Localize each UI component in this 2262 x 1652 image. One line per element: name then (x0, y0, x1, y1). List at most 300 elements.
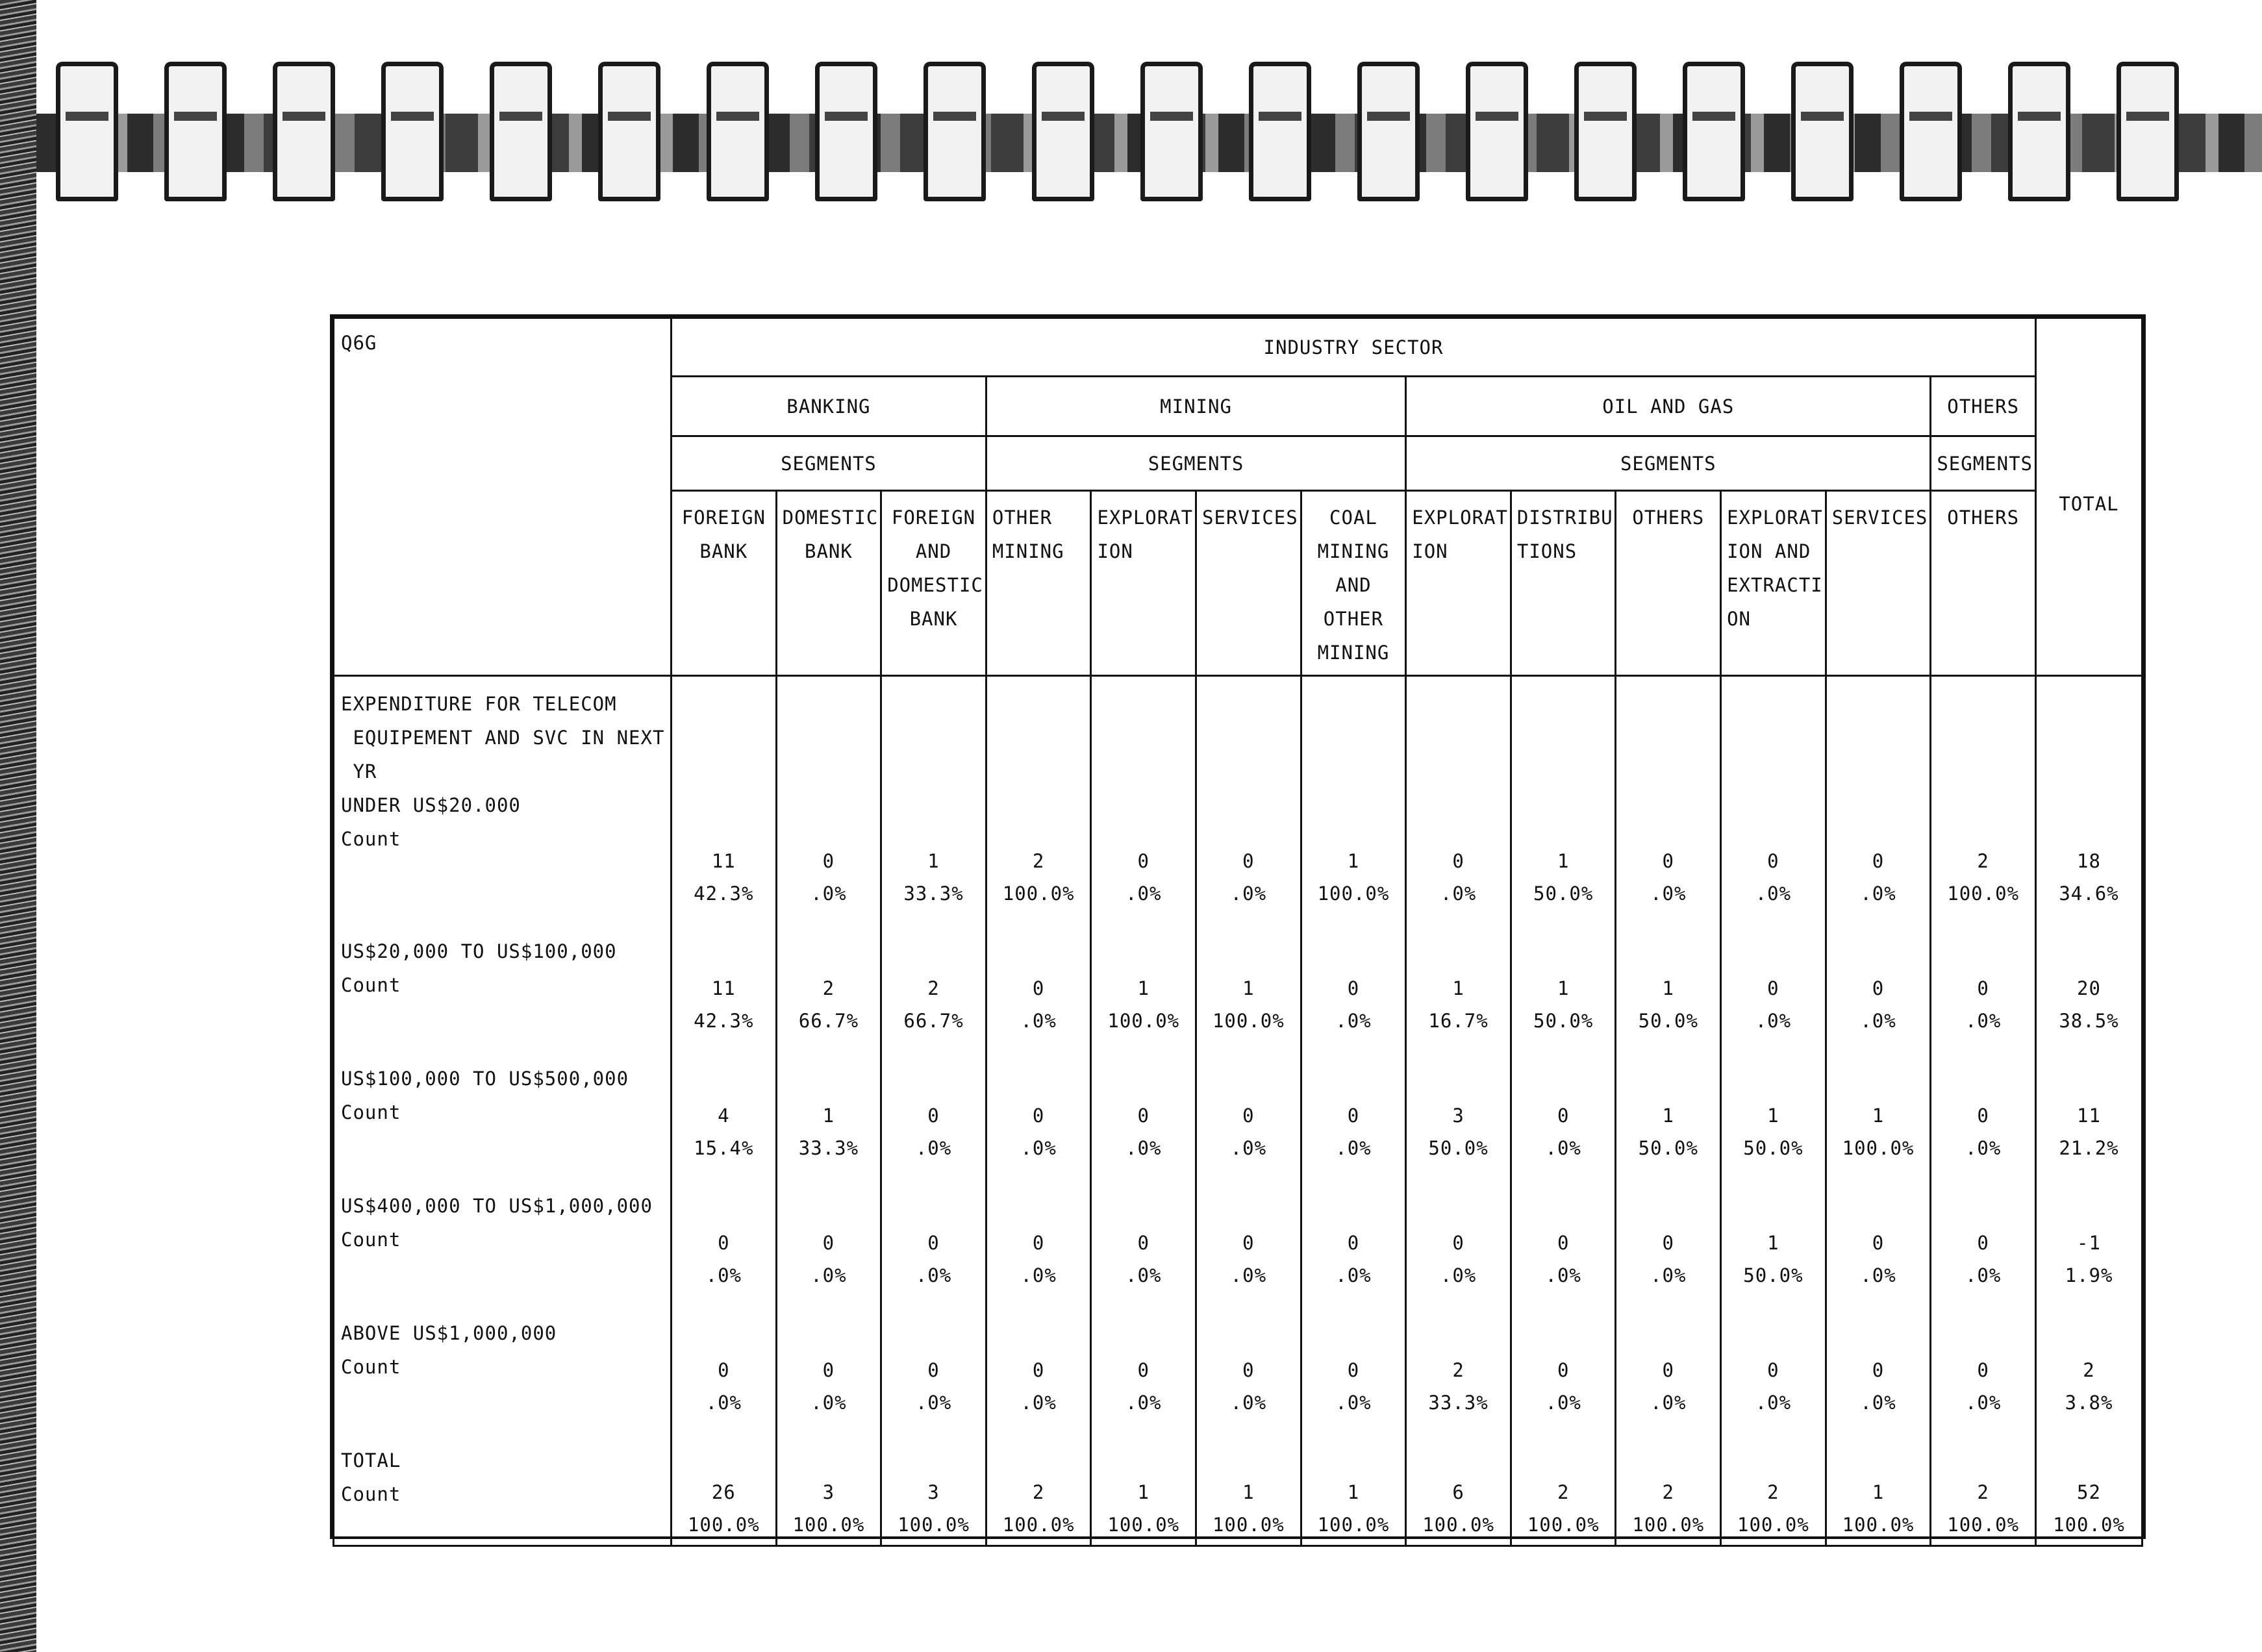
value-cell (672, 1432, 777, 1546)
row-label-line: US$400,000 TO US$1,000,000 (341, 1194, 653, 1217)
column-header-line: DOMESTIC (782, 507, 879, 529)
percent-value: .0% (1230, 882, 1267, 905)
binding-ring (815, 62, 877, 201)
crosstab-table-frame (330, 314, 2146, 1539)
percent-value: 15.4% (694, 1136, 754, 1159)
count-value: 2 (1032, 1481, 1045, 1503)
value-cell (1196, 1050, 1301, 1177)
percent-value: .0% (1755, 1009, 1792, 1032)
column-header-line: ION (1412, 540, 1448, 562)
percent-value: .0% (1230, 1264, 1267, 1286)
row-label-cell (334, 923, 672, 1050)
binding-ring (1140, 62, 1203, 201)
segments-header: SEGMENTS (1931, 436, 2036, 491)
value-cell (1091, 923, 1196, 1050)
value-cell (672, 1050, 777, 1177)
percent-value: 100.0% (1002, 882, 1075, 905)
percent-value: .0% (1230, 1391, 1267, 1414)
percent-value: 100.0% (1317, 882, 1390, 905)
value-cell (1406, 1050, 1511, 1177)
value-cell (672, 676, 777, 923)
value-cell (986, 1432, 1091, 1546)
value-cell (672, 923, 777, 1050)
percent-value: 100.0% (1212, 1514, 1285, 1536)
value-cell (1196, 1177, 1301, 1305)
value-cell (986, 1050, 1091, 1177)
percent-value: 50.0% (1533, 1009, 1594, 1032)
percent-value: 1.9% (2065, 1264, 2113, 1286)
count-value: 0 (1137, 1104, 1150, 1127)
value-cell (881, 1305, 986, 1432)
binding-ring (1574, 62, 1637, 201)
value-cell (1406, 923, 1511, 1050)
percent-value: 100.0% (1422, 1514, 1494, 1536)
count-value: 1 (1557, 849, 1570, 872)
percent-value: .0% (1020, 1391, 1057, 1414)
column-header-line: OTHER (992, 507, 1053, 529)
binding-ring (381, 62, 444, 201)
count-value: 4 (718, 1104, 730, 1127)
percent-value: .0% (915, 1264, 952, 1286)
value-cell (1511, 1432, 1616, 1546)
row-label-line: Count (341, 828, 401, 850)
percent-value: .0% (1020, 1009, 1057, 1032)
count-value: 1 (1662, 1104, 1675, 1127)
column-header-line: ON (1727, 608, 1752, 630)
column-header-line: BANK (804, 540, 853, 562)
percent-value: .0% (1125, 882, 1162, 905)
binding-ring (1032, 62, 1094, 201)
value-cell (1721, 676, 1826, 923)
count-value: 2 (1662, 1481, 1675, 1503)
percent-value: .0% (915, 1136, 952, 1159)
column-header (881, 491, 986, 676)
percent-value: 66.7% (798, 1009, 859, 1032)
count-value: 0 (1032, 1358, 1045, 1381)
percent-value: .0% (1965, 1391, 2002, 1414)
count-value: 1 (1452, 977, 1464, 999)
value-cell (672, 1177, 777, 1305)
total-value-cell (2036, 923, 2143, 1050)
percent-value: .0% (1125, 1264, 1162, 1286)
binding-ring (598, 62, 660, 201)
count-value: 0 (927, 1104, 940, 1127)
column-header-line: EXTRACTI (1727, 574, 1823, 596)
total-value-cell (2036, 1432, 2143, 1546)
count-value: 2 (1032, 849, 1045, 872)
total-value-cell (2036, 676, 2143, 923)
percent-value: .0% (1860, 1264, 1896, 1286)
value-cell (1406, 1305, 1511, 1432)
percent-value: 33.3% (1428, 1391, 1489, 1414)
value-cell (881, 923, 986, 1050)
value-cell (1091, 676, 1196, 923)
binding-ring (1900, 62, 1962, 201)
count-value: 0 (1137, 1358, 1150, 1381)
percent-value: .0% (1125, 1391, 1162, 1414)
column-header (1826, 491, 1931, 676)
percent-value: .0% (1860, 1391, 1896, 1414)
count-value: 0 (1662, 1358, 1675, 1381)
count-value: 0 (1872, 977, 1885, 999)
percent-value: .0% (811, 882, 847, 905)
column-header-line: AND (1335, 574, 1372, 596)
value-cell (1931, 1177, 2036, 1305)
row-label-line: EXPENDITURE FOR TELECOM (341, 693, 617, 715)
value-cell (776, 1177, 881, 1305)
value-cell (1301, 923, 1406, 1050)
value-cell (881, 676, 986, 923)
percent-value: .0% (1230, 1136, 1267, 1159)
count-value: 1 (927, 849, 940, 872)
percent-value: 66.7% (903, 1009, 964, 1032)
column-header-line: COAL (1329, 507, 1377, 529)
value-cell (776, 1432, 881, 1546)
data-row (334, 1177, 2143, 1305)
value-cell (1826, 923, 1931, 1050)
data-row (334, 923, 2143, 1050)
percent-value: .0% (1860, 1009, 1896, 1032)
percent-value: .0% (1965, 1264, 2002, 1286)
total-value-cell (2036, 1050, 2143, 1177)
binding-ring (490, 62, 552, 201)
count-value: 0 (1872, 1358, 1885, 1381)
data-row (334, 1432, 2143, 1546)
count-value: 0 (822, 1358, 835, 1381)
value-cell (1721, 1050, 1826, 1177)
corner-cell (334, 318, 672, 676)
column-header-line: BANK (699, 540, 748, 562)
value-cell (1721, 1432, 1826, 1546)
row-label-line: UNDER US$20.000 (341, 794, 521, 816)
value-cell (1616, 923, 1721, 1050)
column-header-line: AND (915, 540, 952, 562)
count-value: 0 (927, 1231, 940, 1254)
row-label-line: US$100,000 TO US$500,000 (341, 1067, 629, 1090)
count-value: 0 (1557, 1358, 1570, 1381)
value-cell (1196, 1432, 1301, 1546)
count-value: 1 (1872, 1104, 1885, 1127)
count-value: -1 (2077, 1231, 2101, 1254)
count-value: 20 (2077, 977, 2101, 999)
binding-ring (164, 62, 227, 201)
count-value: 52 (2077, 1481, 2101, 1503)
total-value-cell (2036, 1305, 2143, 1432)
value-cell (1931, 1050, 2036, 1177)
count-value: 0 (1557, 1104, 1570, 1127)
percent-value: .0% (1965, 1136, 2002, 1159)
count-value: 1 (1767, 1231, 1779, 1254)
column-header-line: OTHERS (1947, 507, 2020, 529)
value-cell (1406, 1432, 1511, 1546)
count-value: 0 (1872, 849, 1885, 872)
count-value: 0 (1557, 1231, 1570, 1254)
count-value: 0 (1662, 849, 1675, 872)
value-cell (1931, 676, 2036, 923)
value-cell (1091, 1432, 1196, 1546)
value-cell (1721, 1177, 1826, 1305)
column-header (1196, 491, 1301, 676)
value-cell (1931, 1432, 2036, 1546)
percent-value: .0% (1965, 1009, 2002, 1032)
count-value: 11 (711, 977, 736, 999)
value-cell (1826, 1432, 1931, 1546)
column-header-line: EXPLORAT (1727, 507, 1823, 529)
value-cell (776, 1305, 881, 1432)
value-cell (1196, 1305, 1301, 1432)
column-header (776, 491, 881, 676)
count-value: 0 (1032, 1231, 1045, 1254)
value-cell (881, 1050, 986, 1177)
value-cell (1196, 923, 1301, 1050)
count-value: 1 (1242, 1481, 1255, 1503)
count-value: 0 (1347, 1104, 1360, 1127)
count-value: 6 (1452, 1481, 1464, 1503)
count-value: 0 (1662, 1231, 1675, 1254)
count-value: 0 (1452, 849, 1464, 872)
data-row (334, 676, 2143, 923)
value-cell (1616, 1177, 1721, 1305)
column-header (1931, 491, 2036, 676)
column-header-line: DISTRIBU (1516, 507, 1613, 529)
percent-value: 100.0% (1212, 1009, 1285, 1032)
count-value: 2 (1977, 1481, 1989, 1503)
value-cell (881, 1177, 986, 1305)
segments-header: SEGMENTS (1406, 436, 1931, 491)
binding-ring (273, 62, 335, 201)
row-label-line: US$20,000 TO US$100,000 (341, 940, 617, 962)
count-value: 2 (1452, 1358, 1464, 1381)
binding-ring (2117, 62, 2179, 201)
total-header: TOTAL (2036, 318, 2143, 676)
value-cell (1406, 676, 1511, 923)
count-value: 3 (927, 1481, 940, 1503)
count-value: 1 (822, 1104, 835, 1127)
industry-sector-header: INDUSTRY SECTOR (672, 318, 2036, 377)
percent-value: 100.0% (1842, 1514, 1915, 1536)
column-header-line: EXPLORAT (1097, 507, 1194, 529)
count-value: 0 (1767, 849, 1779, 872)
column-header-line: EXPLORAT (1412, 507, 1508, 529)
count-value: 1 (1872, 1481, 1885, 1503)
count-value: 0 (1137, 849, 1150, 872)
percent-value: 100.0% (1947, 1514, 2020, 1536)
count-value: 0 (1242, 849, 1255, 872)
value-cell (986, 1305, 1091, 1432)
row-label-cell (334, 1305, 672, 1432)
count-value: 1 (1662, 977, 1675, 999)
percent-value: 100.0% (1002, 1514, 1075, 1536)
percent-value: 100.0% (792, 1514, 865, 1536)
total-value-cell (2036, 1177, 2143, 1305)
column-header-line: TIONS (1516, 540, 1577, 562)
group-header: BANKING (672, 377, 986, 436)
count-value: 1 (1137, 977, 1150, 999)
count-value: 0 (1767, 1358, 1779, 1381)
page-left-edge (0, 0, 36, 1652)
value-cell (1091, 1177, 1196, 1305)
table-id-label: Q6G (341, 332, 377, 354)
value-cell (1091, 1050, 1196, 1177)
percent-value: 100.0% (1527, 1514, 1600, 1536)
value-cell (1301, 1050, 1406, 1177)
value-cell (1826, 1305, 1931, 1432)
count-value: 0 (1242, 1104, 1255, 1127)
segments-header: SEGMENTS (672, 436, 986, 491)
count-value: 1 (1137, 1481, 1150, 1503)
value-cell (1931, 923, 2036, 1050)
value-cell (1826, 1177, 1931, 1305)
percent-value: 42.3% (694, 882, 754, 905)
value-cell (1301, 676, 1406, 923)
percent-value: .0% (1755, 1391, 1792, 1414)
count-value: 1 (1767, 1104, 1779, 1127)
column-header-line: FOREIGN (891, 507, 976, 529)
value-cell (1301, 1432, 1406, 1546)
group-header: OIL AND GAS (1406, 377, 1931, 436)
value-cell (986, 1177, 1091, 1305)
count-value: 1 (1557, 977, 1570, 999)
column-header (1511, 491, 1616, 676)
value-cell (776, 923, 881, 1050)
percent-value: 50.0% (1638, 1009, 1698, 1032)
percent-value: .0% (1335, 1264, 1372, 1286)
row-label-line: ABOVE US$1,000,000 (341, 1321, 557, 1344)
row-label-line: Count (341, 1483, 401, 1505)
binding-ring (1466, 62, 1528, 201)
data-row (334, 1305, 2143, 1432)
row-label-cell (334, 676, 672, 923)
count-value: 0 (1242, 1358, 1255, 1381)
value-cell (1616, 676, 1721, 923)
count-value: 0 (1872, 1231, 1885, 1254)
count-value: 0 (1767, 977, 1779, 999)
percent-value: 100.0% (1737, 1514, 1809, 1536)
percent-value: .0% (1125, 1136, 1162, 1159)
count-value: 0 (718, 1358, 730, 1381)
percent-value: .0% (1020, 1136, 1057, 1159)
percent-value: .0% (1860, 882, 1896, 905)
count-value: 18 (2077, 849, 2101, 872)
count-value: 2 (1977, 849, 1989, 872)
percent-value: .0% (1335, 1009, 1372, 1032)
percent-value: .0% (1545, 1391, 1581, 1414)
count-value: 0 (1137, 1231, 1150, 1254)
percent-value: 50.0% (1743, 1264, 1803, 1286)
group-header: MINING (986, 377, 1405, 436)
row-label-line: TOTAL (341, 1449, 401, 1471)
percent-value: 3.8% (2065, 1391, 2113, 1414)
value-cell (1511, 1177, 1616, 1305)
row-label-line: EQUIPEMENT AND SVC IN NEXT (341, 727, 665, 749)
percent-value: .0% (1545, 1264, 1581, 1286)
percent-value: 42.3% (694, 1009, 754, 1032)
column-header (1301, 491, 1406, 676)
value-cell (1826, 1050, 1931, 1177)
segments-header: SEGMENTS (986, 436, 1405, 491)
percent-value: .0% (1440, 1264, 1477, 1286)
count-value: 1 (1347, 1481, 1360, 1503)
value-cell (1931, 1305, 2036, 1432)
value-cell (1301, 1177, 1406, 1305)
column-header-line: FOREIGN (681, 507, 766, 529)
column-header-line: OTHER (1323, 608, 1384, 630)
column-header (1091, 491, 1196, 676)
percent-value: .0% (1755, 882, 1792, 905)
count-value: 3 (1452, 1104, 1464, 1127)
count-value: 0 (1977, 977, 1989, 999)
column-header (1406, 491, 1511, 676)
count-value: 0 (1032, 1104, 1045, 1127)
row-label-line: Count (341, 1355, 401, 1378)
column-header-line: SERVICES (1831, 507, 1928, 529)
column-header-line: MINING (1317, 642, 1390, 664)
binding-ring (2008, 62, 2070, 201)
percent-value: .0% (705, 1391, 742, 1414)
value-cell (986, 923, 1091, 1050)
percent-value: .0% (1650, 882, 1687, 905)
data-row (334, 1050, 2143, 1177)
count-value: 0 (927, 1358, 940, 1381)
row-label-line: Count (341, 973, 401, 996)
count-value: 2 (2083, 1358, 2095, 1381)
column-header (1721, 491, 1826, 676)
group-header: OTHERS (1931, 377, 2036, 436)
count-value: 0 (1347, 1231, 1360, 1254)
count-value: 0 (822, 1231, 835, 1254)
column-header-line: OTHERS (1632, 507, 1705, 529)
value-cell (1091, 1305, 1196, 1432)
row-label-line: Count (341, 1101, 401, 1123)
value-cell (1616, 1432, 1721, 1546)
column-header-line: MINING (1317, 540, 1390, 562)
column-header (1616, 491, 1721, 676)
percent-value: 21.2% (2059, 1136, 2119, 1159)
value-cell (1406, 1177, 1511, 1305)
value-cell (1511, 1050, 1616, 1177)
count-value: 1 (1347, 849, 1360, 872)
percent-value: 100.0% (1842, 1136, 1915, 1159)
percent-value: .0% (811, 1391, 847, 1414)
column-header-line: MINING (992, 540, 1064, 562)
column-header (672, 491, 777, 676)
count-value: 2 (1557, 1481, 1570, 1503)
count-value: 2 (1767, 1481, 1779, 1503)
binding-ring (1357, 62, 1420, 201)
percent-value: .0% (1650, 1391, 1687, 1414)
percent-value: 33.3% (798, 1136, 859, 1159)
percent-value: .0% (1545, 1136, 1581, 1159)
column-header-line: SERVICES (1202, 507, 1298, 529)
value-cell (1826, 676, 1931, 923)
row-label-line: Count (341, 1228, 401, 1251)
percent-value: 100.0% (1947, 882, 2020, 905)
count-value: 2 (927, 977, 940, 999)
percent-value: 16.7% (1428, 1009, 1489, 1032)
value-cell (1511, 923, 1616, 1050)
percent-value: 38.5% (2059, 1009, 2119, 1032)
value-cell (776, 676, 881, 923)
count-value: 3 (822, 1481, 835, 1503)
crosstab-table (333, 317, 2143, 1547)
value-cell (1616, 1305, 1721, 1432)
percent-value: .0% (1335, 1136, 1372, 1159)
percent-value: 100.0% (1317, 1514, 1390, 1536)
value-cell (776, 1050, 881, 1177)
count-value: 0 (1977, 1231, 1989, 1254)
column-header-line: ION (1097, 540, 1133, 562)
percent-value: 50.0% (1638, 1136, 1698, 1159)
